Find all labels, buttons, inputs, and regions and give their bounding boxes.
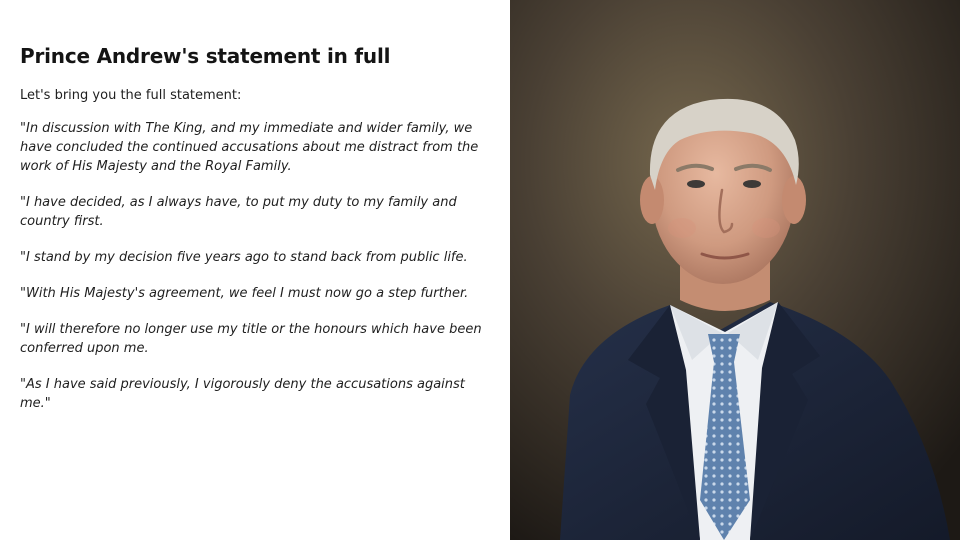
eye-right bbox=[743, 180, 761, 188]
statement-paragraph-5: "I will therefore no longer use my title or the honours which have been conferred upon me. bbox=[20, 322, 482, 356]
article-title: Prince Andrew's statement in full bbox=[20, 44, 391, 68]
statement-paragraph-3: "I stand by my decision five years ago to stand back from public life. bbox=[20, 250, 468, 265]
statement-paragraph-6: "As I have said previously, I vigorously deny the accusations against me." bbox=[20, 377, 465, 411]
statement-paragraph-2: "I have decided, as I always have, to put my duty to my family and country first. bbox=[20, 195, 457, 229]
cheek-right bbox=[752, 218, 780, 238]
statement-paragraph-1: "In discussion with The King, and my immediate and wider family, we have concluded the continued accusations about me distract from the work of His Majesty and the Royal Family. bbox=[20, 121, 479, 174]
intro-text: Let's bring you the full statement: bbox=[20, 88, 242, 103]
cheek-left bbox=[668, 218, 696, 238]
ear-left bbox=[640, 176, 664, 224]
portrait-photo bbox=[510, 0, 960, 540]
eye-left bbox=[687, 180, 705, 188]
ear-right bbox=[782, 176, 806, 224]
statement-paragraph-4: "With His Majesty's agreement, we feel I must now go a step further. bbox=[20, 286, 469, 301]
portrait-illustration bbox=[510, 0, 960, 540]
